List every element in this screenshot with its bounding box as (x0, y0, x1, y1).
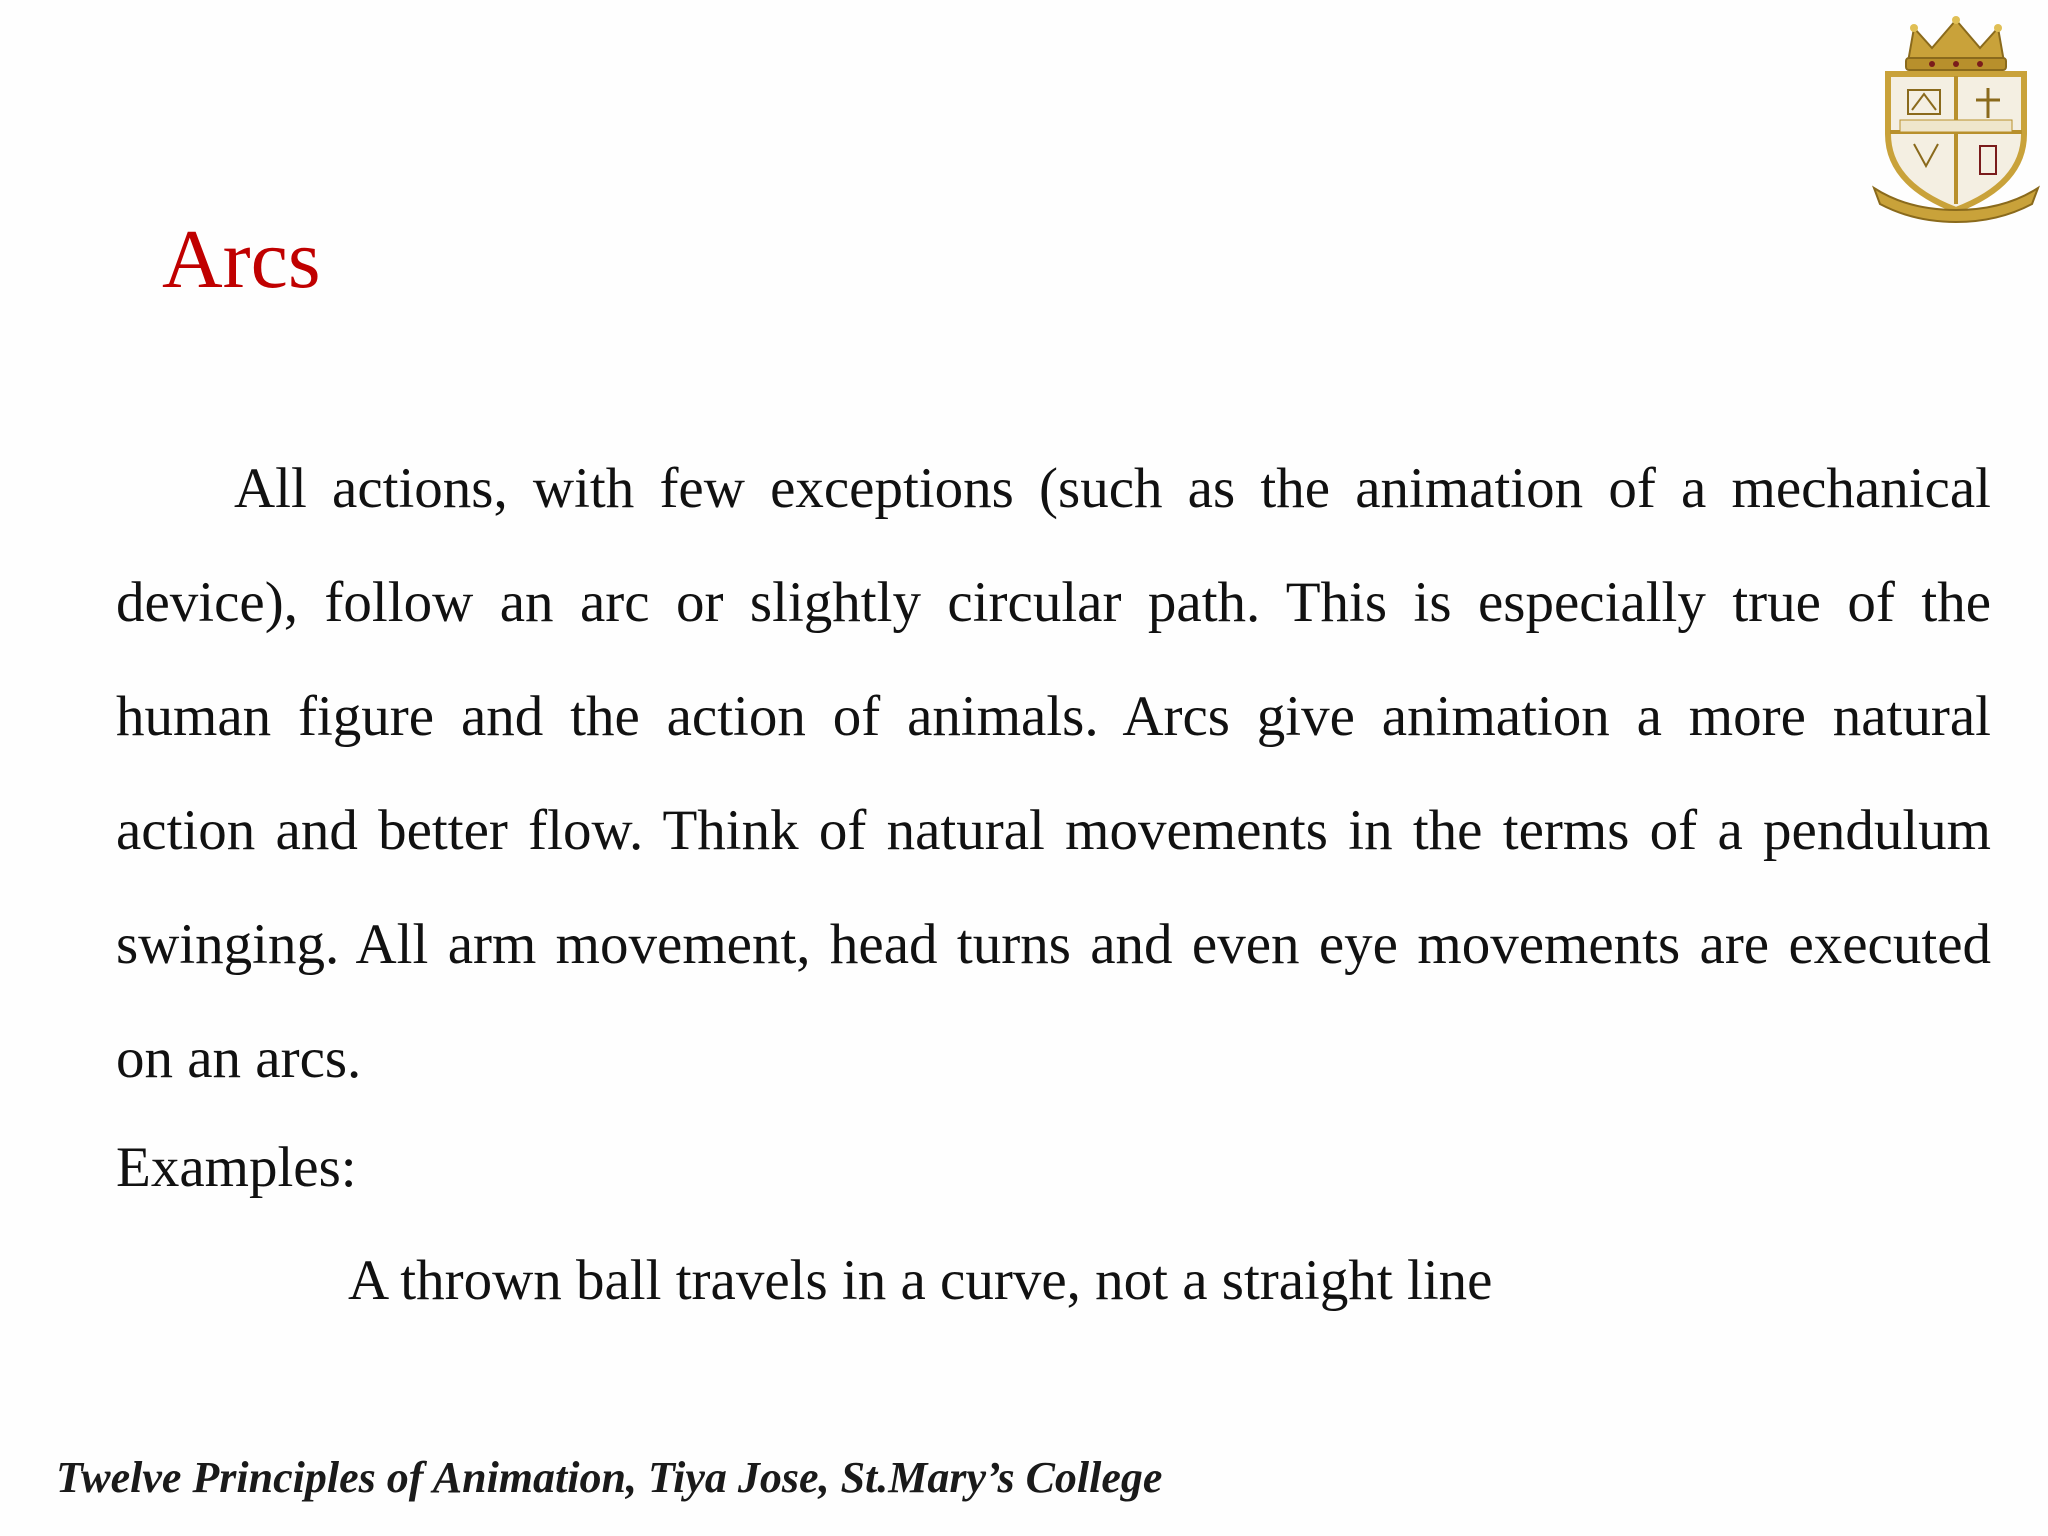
example-item: A thrown ball travels in a curve, not a straight line (348, 1249, 1493, 1312)
body-paragraph: All actions, with few exceptions (such as the animation of a mechanical device), follow an arc or slightly circular path. This is especially true of the human figure and the action of animals. Arcs give animation a more natural action and better flow. Think of natural movements in the terms of a pendulum swinging. All arm movement, head turns and even eye movements are executed on an arcs. (116, 457, 1991, 1090)
footer-credit: Twelve Principles of Animation, Tiya Jose, St.Mary’s College (56, 1453, 1163, 1502)
college-crest-icon (1868, 14, 2044, 224)
slide-title: Arcs (162, 213, 321, 306)
examples-label: Examples: (116, 1136, 357, 1199)
